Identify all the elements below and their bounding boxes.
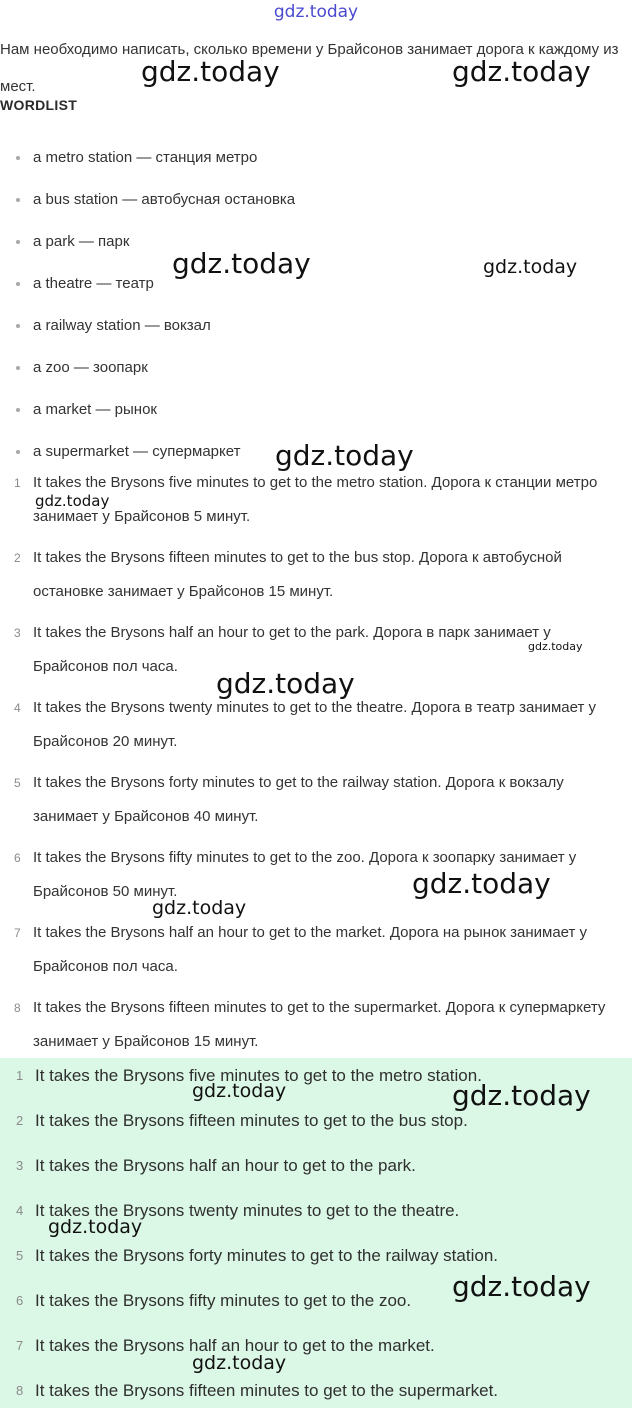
watermark: gdz.today	[452, 1079, 591, 1112]
answer-item	[0, 1328, 632, 1373]
watermark: gdz.today	[35, 492, 110, 510]
bullet-icon	[16, 366, 20, 370]
watermark: gdz.today	[172, 247, 311, 280]
watermark: gdz.today	[412, 867, 551, 900]
item-number: 5	[16, 1248, 24, 1263]
bullet-icon	[16, 408, 20, 412]
watermark: gdz.today	[452, 55, 591, 88]
item-number: 1	[16, 1068, 24, 1083]
example-item	[0, 466, 632, 541]
answer-text: It takes the Brysons forty minutes to get to the railway station.	[35, 1246, 498, 1265]
site-tag[interactable]: gdz.today	[273, 2, 359, 22]
answer-text: It takes the Brysons fifty minutes to get to the zoo.	[35, 1291, 412, 1310]
wordlist-item-text: a theatre — театр	[33, 275, 154, 292]
watermark: gdz.today	[275, 439, 414, 472]
item-number: 1	[14, 476, 21, 490]
wordlist-item-text: a market — рынок	[33, 401, 157, 418]
wordlist-item-text: a railway station — вокзал	[33, 317, 211, 334]
watermark: gdz.today	[452, 1270, 591, 1303]
watermark: gdz.today	[192, 1352, 287, 1374]
watermark: gdz.today	[48, 1216, 143, 1238]
example-text: It takes the Brysons half an hour to get to the market. Дорога на рынок занимает у Брайсонов пол часа.	[33, 924, 588, 975]
example-text: It takes the Brysons half an hour to get to the park. Дорога в парк занимает у Брайсонов пол часа.	[33, 624, 551, 675]
example-item	[0, 841, 632, 916]
bullet-icon	[16, 282, 20, 286]
wordlist-item-text: a zoo — зоопарк	[33, 359, 148, 376]
example-item	[0, 616, 632, 691]
bullet-icon	[16, 324, 20, 328]
watermark: gdz.today	[192, 1080, 287, 1102]
wordlist-item	[0, 179, 632, 221]
example-text: It takes the Brysons five minutes to get to the metro station. Дорога к станции метро занимает у Брайсонов 5 минут.	[33, 474, 598, 525]
watermark: gdz.today	[141, 55, 280, 88]
item-number: 8	[14, 1001, 21, 1015]
item-number: 6	[14, 851, 21, 865]
answer-item	[0, 1373, 632, 1418]
item-number: 2	[14, 551, 21, 565]
item-number: 4	[14, 701, 21, 715]
item-number: 3	[16, 1158, 24, 1173]
example-text: It takes the Brysons fifteen minutes to get to the bus stop. Дорога к автобусной остановке занимает у Брайсонов 15 минут.	[33, 549, 562, 600]
answer-item	[0, 1193, 632, 1238]
answer-item	[0, 1103, 632, 1148]
example-text: It takes the Brysons twenty minutes to get to the theatre. Дорога в театр занимает у Брайсонов 20 минут.	[33, 699, 597, 750]
wordlist-item	[0, 347, 632, 389]
bullet-icon	[16, 198, 20, 202]
answer-item	[0, 1283, 632, 1328]
answer-list	[0, 1058, 632, 1418]
wordlist-item	[0, 389, 632, 431]
watermark: gdz.today	[152, 897, 247, 919]
answer-text: It takes the Brysons five minutes to get to the metro station.	[35, 1066, 482, 1085]
wordlist-item-text: a supermarket — супермаркет	[33, 443, 241, 460]
example-text: It takes the Brysons fifty minutes to get to the zoo. Дорога к зоопарку занимает у Брайсонов 50 минут.	[33, 849, 577, 900]
wordlist-item-text: a bus station — автобусная остановка	[33, 191, 296, 208]
answer-item	[0, 1058, 632, 1103]
example-item	[0, 691, 632, 766]
answer-item	[0, 1148, 632, 1193]
item-number: 5	[14, 776, 21, 790]
watermark: gdz.today	[528, 640, 583, 653]
bullet-icon	[16, 450, 20, 454]
answer-text: It takes the Brysons fifteen minutes to get to the bus stop.	[35, 1111, 468, 1130]
example-text: It takes the Brysons fifteen minutes to get to the supermarket. Дорога к супермаркету занимает у Брайсонов 15 минут.	[33, 999, 606, 1050]
item-number: 7	[16, 1338, 24, 1353]
bullet-icon	[16, 240, 20, 244]
watermark: gdz.today	[483, 256, 578, 278]
wordlist-item	[0, 137, 632, 179]
answer-text: It takes the Brysons fifteen minutes to get to the supermarket.	[35, 1381, 499, 1400]
answer-panel	[0, 1058, 632, 1408]
item-number: 6	[16, 1293, 24, 1308]
example-item	[0, 916, 632, 991]
answer-item	[0, 1238, 632, 1283]
answer-text: It takes the Brysons half an hour to get to the park.	[35, 1156, 416, 1175]
example-item	[0, 541, 632, 616]
wordlist-item-text: a park — парк	[33, 233, 130, 250]
item-number: 4	[16, 1203, 24, 1218]
item-number: 8	[16, 1383, 24, 1398]
item-number: 3	[14, 626, 21, 640]
wordlist-item-text: a metro station — станция метро	[33, 149, 258, 166]
watermark: gdz.today	[216, 667, 355, 700]
item-number: 2	[16, 1113, 24, 1128]
wordlist-item	[0, 221, 632, 263]
example-list	[0, 466, 632, 1066]
wordlist-title: WORDLIST	[0, 97, 78, 113]
wordlist	[0, 137, 632, 473]
item-number: 7	[14, 926, 21, 940]
answer-text: It takes the Brysons twenty minutes to get to the theatre.	[35, 1201, 460, 1220]
example-item	[0, 766, 632, 841]
answer-text: It takes the Brysons half an hour to get to the market.	[35, 1336, 435, 1355]
example-item	[0, 991, 632, 1066]
task-intro: Нам необходимо написать, сколько времени у Брайсонов занимает дорога к каждому из мест.	[0, 41, 619, 95]
wordlist-item	[0, 263, 632, 305]
example-text: It takes the Brysons forty minutes to get to the railway station. Дорога к вокзалу занимает у Брайсонов 40 минут.	[33, 774, 564, 825]
bullet-icon	[16, 156, 20, 160]
wordlist-item	[0, 305, 632, 347]
